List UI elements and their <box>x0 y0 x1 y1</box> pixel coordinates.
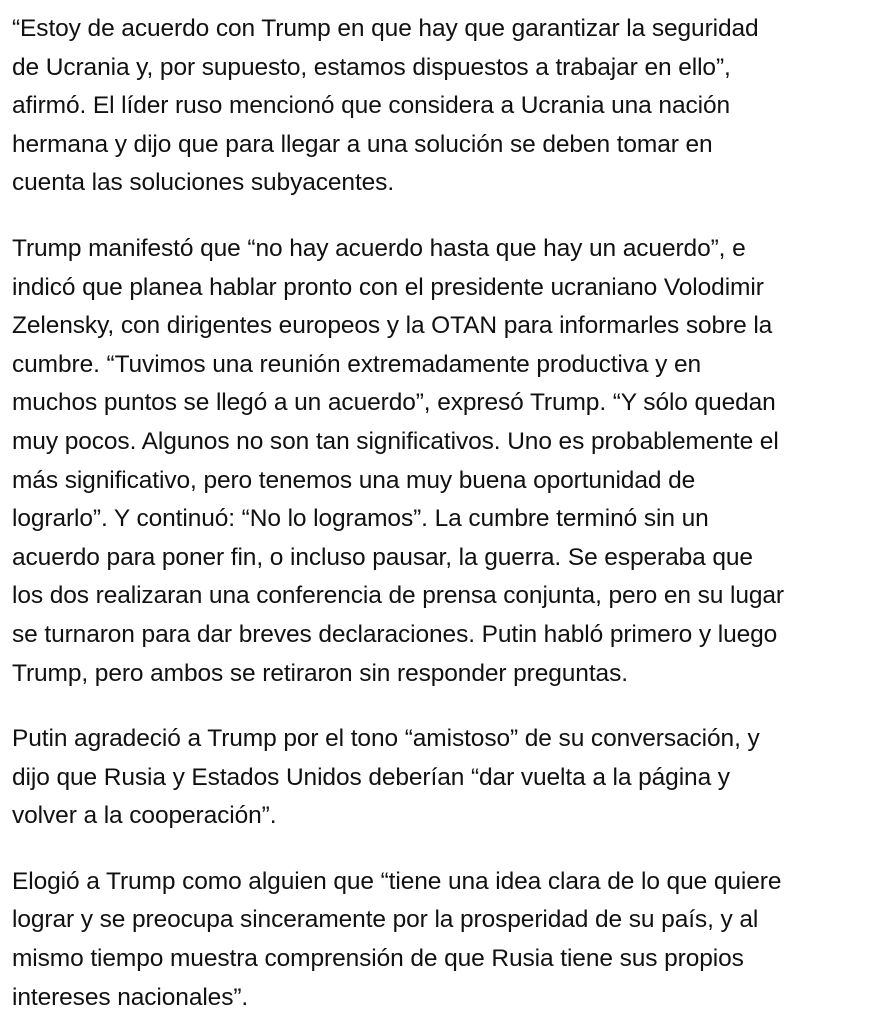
paragraph-line: lograrlo”. Y continuó: “No lo logramos”. La cumbre terminó sin un <box>12 505 709 533</box>
paragraph-line: Putin agradeció a Trump por el tono “amistoso” de su conversación, y <box>12 725 760 753</box>
paragraph-line: afirmó. El líder ruso mencionó que considera a Ucrania una nación <box>12 92 731 120</box>
paragraph-line: lograr y se preocupa sinceramente por la prosperidad de su país, y al <box>12 906 759 934</box>
paragraph-line: volver a la cooperación”. <box>12 802 277 830</box>
article-body <box>12 10 872 1017</box>
paragraph-line: muchos puntos se llegó a un acuerdo”, expresó Trump. “Y sólo quedan <box>12 389 776 417</box>
paragraph-line: intereses nacionales”. <box>12 983 249 1011</box>
paragraph-line: más significativo, pero tenemos una muy buena oportunidad de <box>12 466 696 494</box>
paragraph-line: cumbre. “Tuvimos una reunión extremadamente productiva y en <box>12 350 702 378</box>
paragraph-line: de Ucrania y, por supuesto, estamos dispuestos a trabajar en ello”, <box>12 53 731 81</box>
paragraph-2 <box>12 230 872 693</box>
paragraph-line: dijo que Rusia y Estados Unidos deberían “dar vuelta a la página y <box>12 763 730 791</box>
paragraph-line: hermana y dijo que para llegar a una solución se deben tomar en <box>12 130 713 158</box>
paragraph-line: mismo tiempo muestra comprensión de que Rusia tiene sus propios <box>12 945 744 973</box>
paragraph-1 <box>12 10 872 203</box>
paragraph-3 <box>12 720 872 836</box>
paragraph-line: acuerdo para poner fin, o incluso pausar, la guerra. Se esperaba que <box>12 543 753 571</box>
paragraph-line: Elogió a Trump como alguien que “tiene una idea clara de lo que quiere <box>12 867 782 895</box>
paragraph-line: muy pocos. Algunos no son tan significativos. Uno es probablemente el <box>12 427 779 455</box>
paragraph-4 <box>12 863 872 1017</box>
paragraph-line: Trump, pero ambos se retiraron sin responder preguntas. <box>12 659 628 687</box>
paragraph-line: “Estoy de acuerdo con Trump en que hay que garantizar la seguridad <box>12 15 759 42</box>
paragraph-line: cuenta las soluciones subyacentes. <box>12 169 395 197</box>
paragraph-line: se turnaron para dar breves declaraciones. Putin habló primero y luego <box>12 620 778 648</box>
paragraph-line: indicó que planea hablar pronto con el presidente ucraniano Volodimir <box>12 273 764 301</box>
paragraph-line: Zelensky, con dirigentes europeos y la OTAN para informarles sobre la <box>12 312 773 340</box>
paragraph-line: los dos realizaran una conferencia de prensa conjunta, pero en su lugar <box>12 582 784 610</box>
paragraph-line: Trump manifestó que “no hay acuerdo hasta que hay un acuerdo”, e <box>12 234 746 262</box>
